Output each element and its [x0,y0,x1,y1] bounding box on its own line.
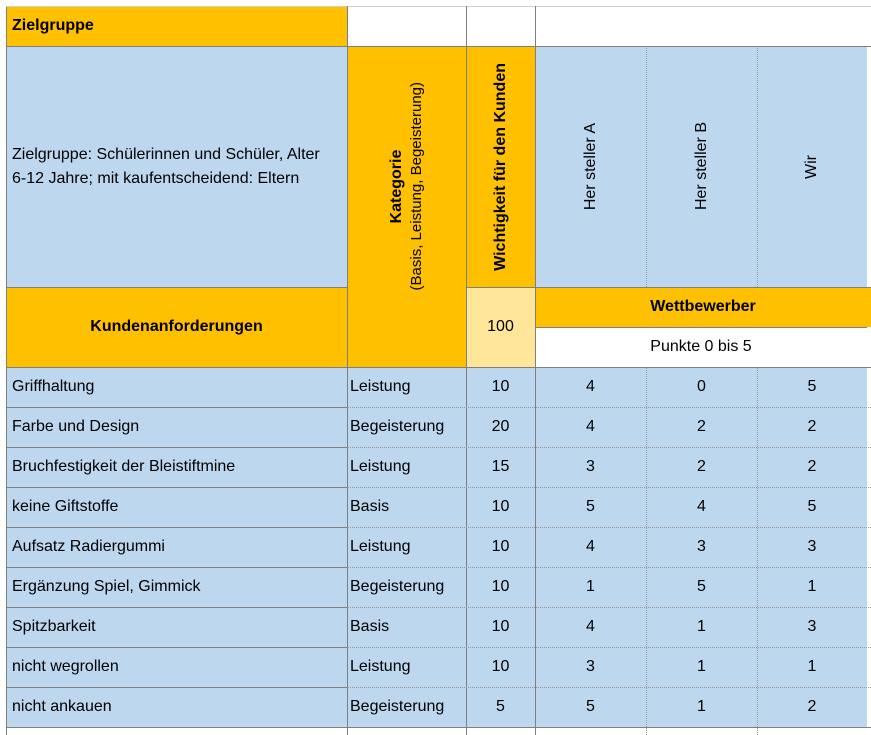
competitor-b-score-value: 2 [697,418,706,435]
importance-value: 10 [491,538,510,555]
grid-line-horizontal [347,407,871,408]
competitor-a-score-value: 1 [586,578,595,595]
wir-score-value: 2 [807,698,817,715]
empty-header-cell-right[interactable] [535,6,871,46]
category-cell[interactable] [347,407,466,447]
grid-line-horizontal [6,407,347,408]
category-value: Begeisterung [350,418,445,435]
category-cell[interactable] [347,647,466,687]
requirements-header: Kundenanforderungen [90,318,263,335]
wir-score-value: 3 [807,618,817,635]
competitor-a-score-cell[interactable] [535,647,646,687]
category-subtitle: (Basis, Leistung, Begeisterung) [407,82,425,291]
importance-cell[interactable] [466,407,535,447]
requirement-cell[interactable] [6,647,347,687]
grid-line-horizontal [347,567,871,568]
competitor-b-score-cell[interactable] [646,527,757,567]
category-value: Begeisterung [350,578,445,595]
grid-line-horizontal [6,6,871,7]
wir-score-value: 5 [807,498,817,515]
wir-score-value: 5 [807,378,817,395]
grid-line-horizontal [347,487,871,488]
category-cell[interactable] [347,447,466,487]
grid-line-vertical [347,6,348,735]
grid-line-vertical [757,46,758,287]
wir-score-value: 3 [807,538,817,555]
requirement-cell[interactable] [6,447,347,487]
competitor-a-score-value: 4 [586,378,595,395]
grid-line-horizontal [6,727,871,728]
requirement-value: Aufsatz Radiergummi [12,538,165,555]
grid-line-horizontal [347,647,871,648]
category-value: Basis [350,618,390,635]
requirement-cell[interactable] [6,607,347,647]
competitor-b-score-cell[interactable] [646,567,757,607]
wir-score-value: 2 [807,458,817,475]
competitor-b-score-cell[interactable] [646,487,757,527]
competitor-a-score-value: 4 [586,618,595,635]
category-cell[interactable] [347,487,466,527]
importance-cell[interactable] [466,527,535,567]
competitor-b-score-cell[interactable] [646,407,757,447]
requirement-value: Griffhaltung [12,378,95,395]
grid-line-vertical [757,367,758,735]
category-value: Leistung [350,658,411,675]
category-cell[interactable] [347,567,466,607]
wir-score-cell[interactable] [757,407,867,447]
grid-line-horizontal [535,327,867,328]
competitor-a-score-value: 4 [586,418,595,435]
category-value: Leistung [350,378,411,395]
importance-value: 10 [491,498,510,515]
grid-line-vertical [867,367,868,735]
competitor-b-score-cell[interactable] [646,607,757,647]
importance-total: 100 [487,318,514,335]
competitor-a-header-cell[interactable] [535,46,646,287]
competitor-b-score-value: 1 [697,658,706,675]
category-value: Basis [350,498,390,515]
competitors-header-cell[interactable] [535,287,871,327]
competitor-b-score-value: 0 [697,378,706,395]
competitor-a-score-cell[interactable] [535,487,646,527]
grid-line-vertical [466,6,467,735]
competitor-b-score-value: 4 [697,498,706,515]
wir-score-cell[interactable] [757,647,867,687]
importance-value: 15 [491,458,510,475]
target-group-description-line-1: Zielgruppe: Schülerinnen und Schüler, Alter [12,145,320,163]
wir-score-value: 2 [807,418,817,435]
wir-header: Wir [803,154,820,179]
importance-header-cell[interactable] [466,46,535,287]
category-cell[interactable] [347,367,466,407]
requirement-value: nicht ankauen [12,698,112,715]
grid-line-horizontal [6,447,347,448]
competitor-a-score-value: 5 [586,498,595,515]
competitor-b-header: Her steller B [692,122,710,211]
grid-line-horizontal [347,527,871,528]
category-value: Begeisterung [350,698,445,715]
requirement-value: Bruchfestigkeit der Bleistiftmine [12,458,236,475]
category-cell[interactable] [347,527,466,567]
empty-header-cell[interactable] [347,6,535,46]
competitor-a-score-cell[interactable] [535,367,646,407]
competitor-a-score-value: 3 [586,658,595,675]
grid-line-horizontal [6,487,347,488]
competitor-b-score-value: 3 [697,538,706,555]
importance-cell[interactable] [466,367,535,407]
target-group-description-cell[interactable] [6,46,347,287]
grid-line-horizontal [6,46,871,47]
wir-score-cell[interactable] [757,607,867,647]
target-group-label: Zielgruppe [12,17,94,34]
requirement-value: Farbe und Design [12,418,140,435]
importance-value: 10 [491,378,510,395]
grid-line-horizontal [6,647,347,648]
grid-line-vertical [867,46,868,287]
grid-line-vertical [646,367,647,735]
importance-value: 5 [496,698,505,715]
requirement-cell[interactable] [6,407,347,447]
target-group-label-cell[interactable] [6,6,347,46]
grid-line-horizontal [6,607,347,608]
wir-score-cell[interactable] [757,687,867,727]
category-value: Leistung [350,458,411,475]
competitor-a-score-cell[interactable] [535,527,646,567]
importance-value: 10 [491,658,510,675]
importance-title: Wichtigkeit für den Kunden [491,62,509,271]
requirement-value: keine Giftstoffe [12,498,119,515]
wir-score-cell[interactable] [757,567,867,607]
competitor-a-score-cell[interactable] [535,567,646,607]
category-cell[interactable] [347,687,466,727]
grid-line-horizontal [347,447,871,448]
competitor-a-score-cell[interactable] [535,447,646,487]
requirement-value: Ergänzung Spiel, Gimmick [12,578,201,595]
importance-value: 10 [491,618,510,635]
competitor-a-score-value: 4 [586,538,595,555]
grid-line-horizontal [347,607,871,608]
importance-value: 20 [491,418,510,435]
grid-line-vertical [535,6,536,735]
requirements-header-cell[interactable] [6,287,347,367]
target-group-description-line-2: 6-12 Jahre; mit kaufentscheidend: Eltern [12,169,300,187]
grid-line-horizontal [6,287,347,288]
grid-line-horizontal [6,527,347,528]
competitor-b-score-value: 1 [697,618,706,635]
requirement-cell[interactable] [6,687,347,727]
competitor-b-score-value: 5 [697,578,706,595]
category-title: Kategorie [387,149,405,224]
wir-score-value: 1 [807,578,817,595]
competitor-a-header: Her steller A [581,122,599,211]
importance-cell[interactable] [466,647,535,687]
competitor-b-score-cell[interactable] [646,687,757,727]
importance-cell[interactable] [466,687,535,727]
competitor-b-score-cell[interactable] [646,647,757,687]
grid-line-horizontal [6,687,347,688]
grid-line-horizontal [6,367,871,368]
grid-line-vertical [6,6,7,735]
requirement-cell[interactable] [6,567,347,607]
importance-cell[interactable] [466,567,535,607]
competitor-b-score-cell[interactable] [646,447,757,487]
competitor-a-score-value: 5 [586,698,595,715]
importance-cell[interactable] [466,607,535,647]
competitor-b-header-cell[interactable] [646,46,757,287]
wir-score-cell[interactable] [757,367,867,407]
competitor-b-score-value: 2 [697,458,706,475]
importance-value: 10 [491,578,510,595]
points-scale-cell[interactable] [535,327,867,367]
wir-score-cell[interactable] [757,487,867,527]
grid-line-vertical [646,46,647,287]
requirement-value: nicht wegrollen [12,658,119,675]
wir-score-cell[interactable] [757,527,867,567]
competitor-a-score-cell[interactable] [535,687,646,727]
requirement-value: Spitzbarkeit [12,618,96,635]
competitor-a-score-value: 3 [586,458,595,475]
requirement-cell[interactable] [6,487,347,527]
competitor-a-score-cell[interactable] [535,607,646,647]
competitor-b-score-value: 1 [697,698,706,715]
points-scale: Punkte 0 bis 5 [650,338,752,355]
requirement-cell[interactable] [6,527,347,567]
grid-line-horizontal [347,687,871,688]
importance-cell[interactable] [466,447,535,487]
competitor-b-score-cell[interactable] [646,367,757,407]
importance-cell[interactable] [466,487,535,527]
grid-line-horizontal [466,287,871,288]
wir-header-cell[interactable] [757,46,867,287]
category-cell[interactable] [347,607,466,647]
grid-line-horizontal [6,567,347,568]
category-header-cell[interactable] [347,46,466,367]
category-value: Leistung [350,538,411,555]
requirement-cell[interactable] [6,367,347,407]
wir-score-cell[interactable] [757,447,867,487]
competitor-a-score-cell[interactable] [535,407,646,447]
competitors-header: Wettbewerber [650,298,756,315]
wir-score-value: 1 [807,658,817,675]
importance-total-cell[interactable] [466,287,535,367]
